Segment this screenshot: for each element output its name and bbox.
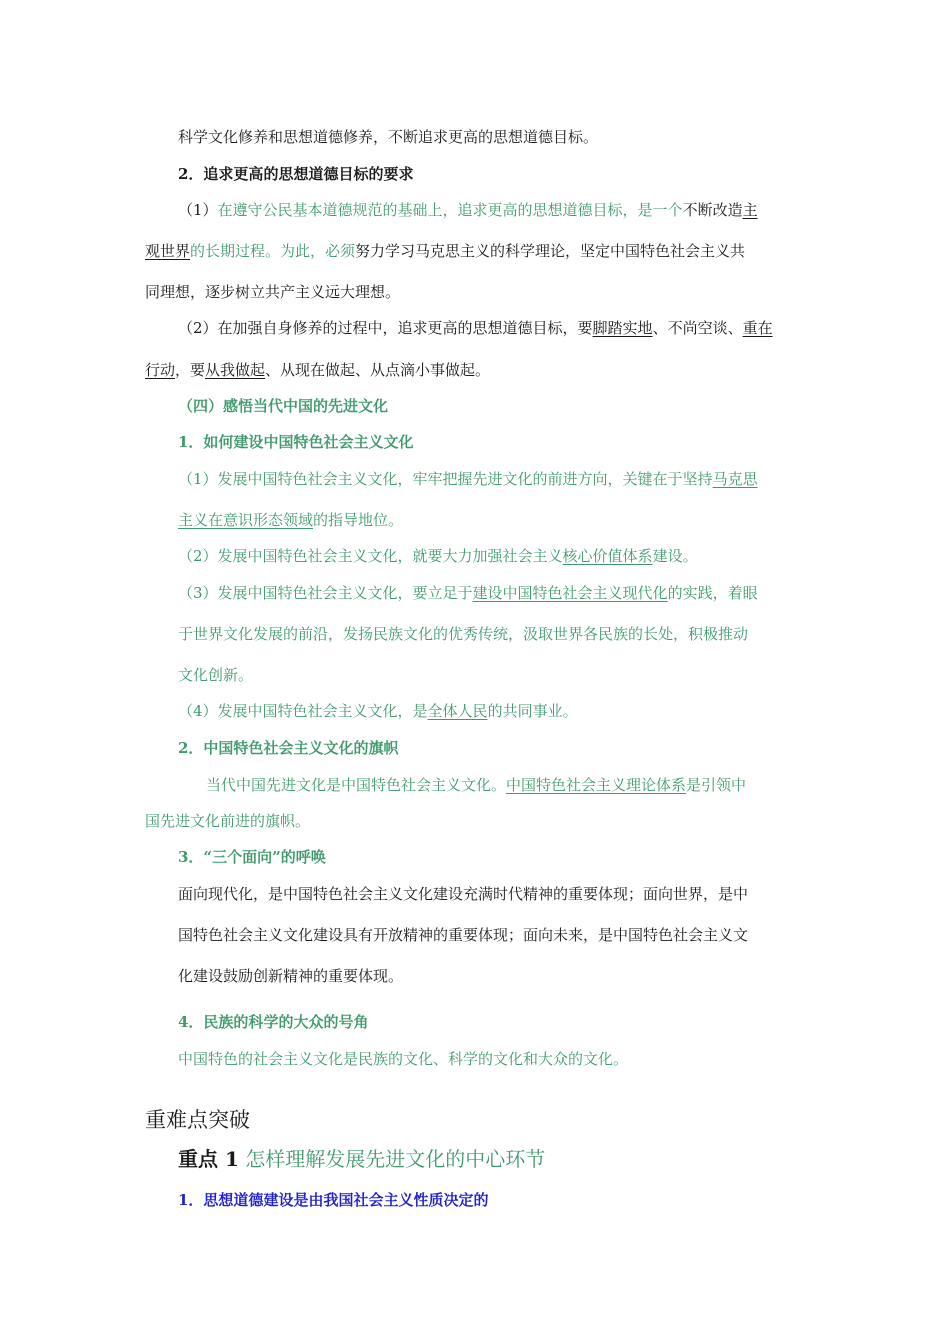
paragraph-line: （2）发展中国特色社会主义文化，就要大力加强社会主义核心价值体系建设。 [178,547,698,565]
section-heading-advanced-culture: （四）感悟当代中国的先进文化 [178,397,389,415]
subheading-flag: 2．中国特色社会主义文化的旗帜 [178,739,399,757]
subheading-how-to-build: 1．如何建设中国特色社会主义文化 [178,433,414,451]
paragraph-line: （2）在加强自身修养的过程中，追求更高的思想道德目标，要脚踏实地、不尚空谈、重在 [178,319,773,337]
subheading-three-orientations: 3．“三个面向”的呼唤 [178,848,326,866]
paragraph-line: 化建设鼓励创新精神的重要体现。 [178,967,404,985]
paragraph-line: 面向现代化，是中国特色社会主义文化建设充满时代精神的重要体现；面向世界，是中 [178,885,749,903]
paragraph-line: 国特色社会主义文化建设具有开放精神的重要体现；面向未来，是中国特色社会主义文 [178,926,749,944]
paragraph-line: 观世界的长期过程。为此，必须努力学习马克思主义的科学理论，坚定中国特色社会主义共 [145,242,746,260]
subheading-moral-construction: 1．思想道德建设是由我国社会主义性质决定的 [178,1191,489,1209]
subheading-clarion-call: 4．民族的科学的大众的号角 [178,1013,369,1031]
paragraph-line: （1）在遵守公民基本道德规范的基础上，追求更高的思想道德目标，是一个不断改造主 [178,201,758,219]
paragraph-line: 科学文化修养和思想道德修养，不断追求更高的思想道德目标。 [178,128,599,146]
paragraph-line: （3）发展中国特色社会主义文化，要立足于建设中国特色社会主义现代化的实践，着眼 [178,584,758,602]
paragraph-line: 主义在意识形态领域的指导地位。 [178,511,404,529]
paragraph-line: 文化创新。 [178,666,254,684]
paragraph-line: 同理想，逐步树立共产主义远大理想。 [145,283,401,301]
paragraph-line: 国先进文化前进的旗帜。 [145,812,311,830]
page-heading-key-points: 重难点突破 [145,1108,250,1132]
paragraph-line: 行动，要从我做起、从现在做起、从点滴小事做起。 [145,361,491,379]
paragraph-line: 中国特色的社会主义文化是民族的文化、科学的文化和大众的文化。 [178,1050,629,1068]
paragraph-line: 于世界文化发展的前沿，发扬民族文化的优秀传统，汲取世界各民族的长处，积极推动 [178,625,749,643]
paragraph-line: （1）发展中国特色社会主义文化，牢牢把握先进文化的前进方向，关键在于坚持马克思 [178,470,758,488]
paragraph-line: 当代中国先进文化是中国特色社会主义文化。中国特色社会主义理论体系是引领中 [206,776,747,794]
subheading-requirements: 2．追求更高的思想道德目标的要求 [178,165,414,183]
paragraph-line: （4）发展中国特色社会主义文化，是全体人民的共同事业。 [178,702,578,720]
heading-key-point-1: 重点 1 怎样理解发展先进文化的中心环节 [178,1147,546,1171]
